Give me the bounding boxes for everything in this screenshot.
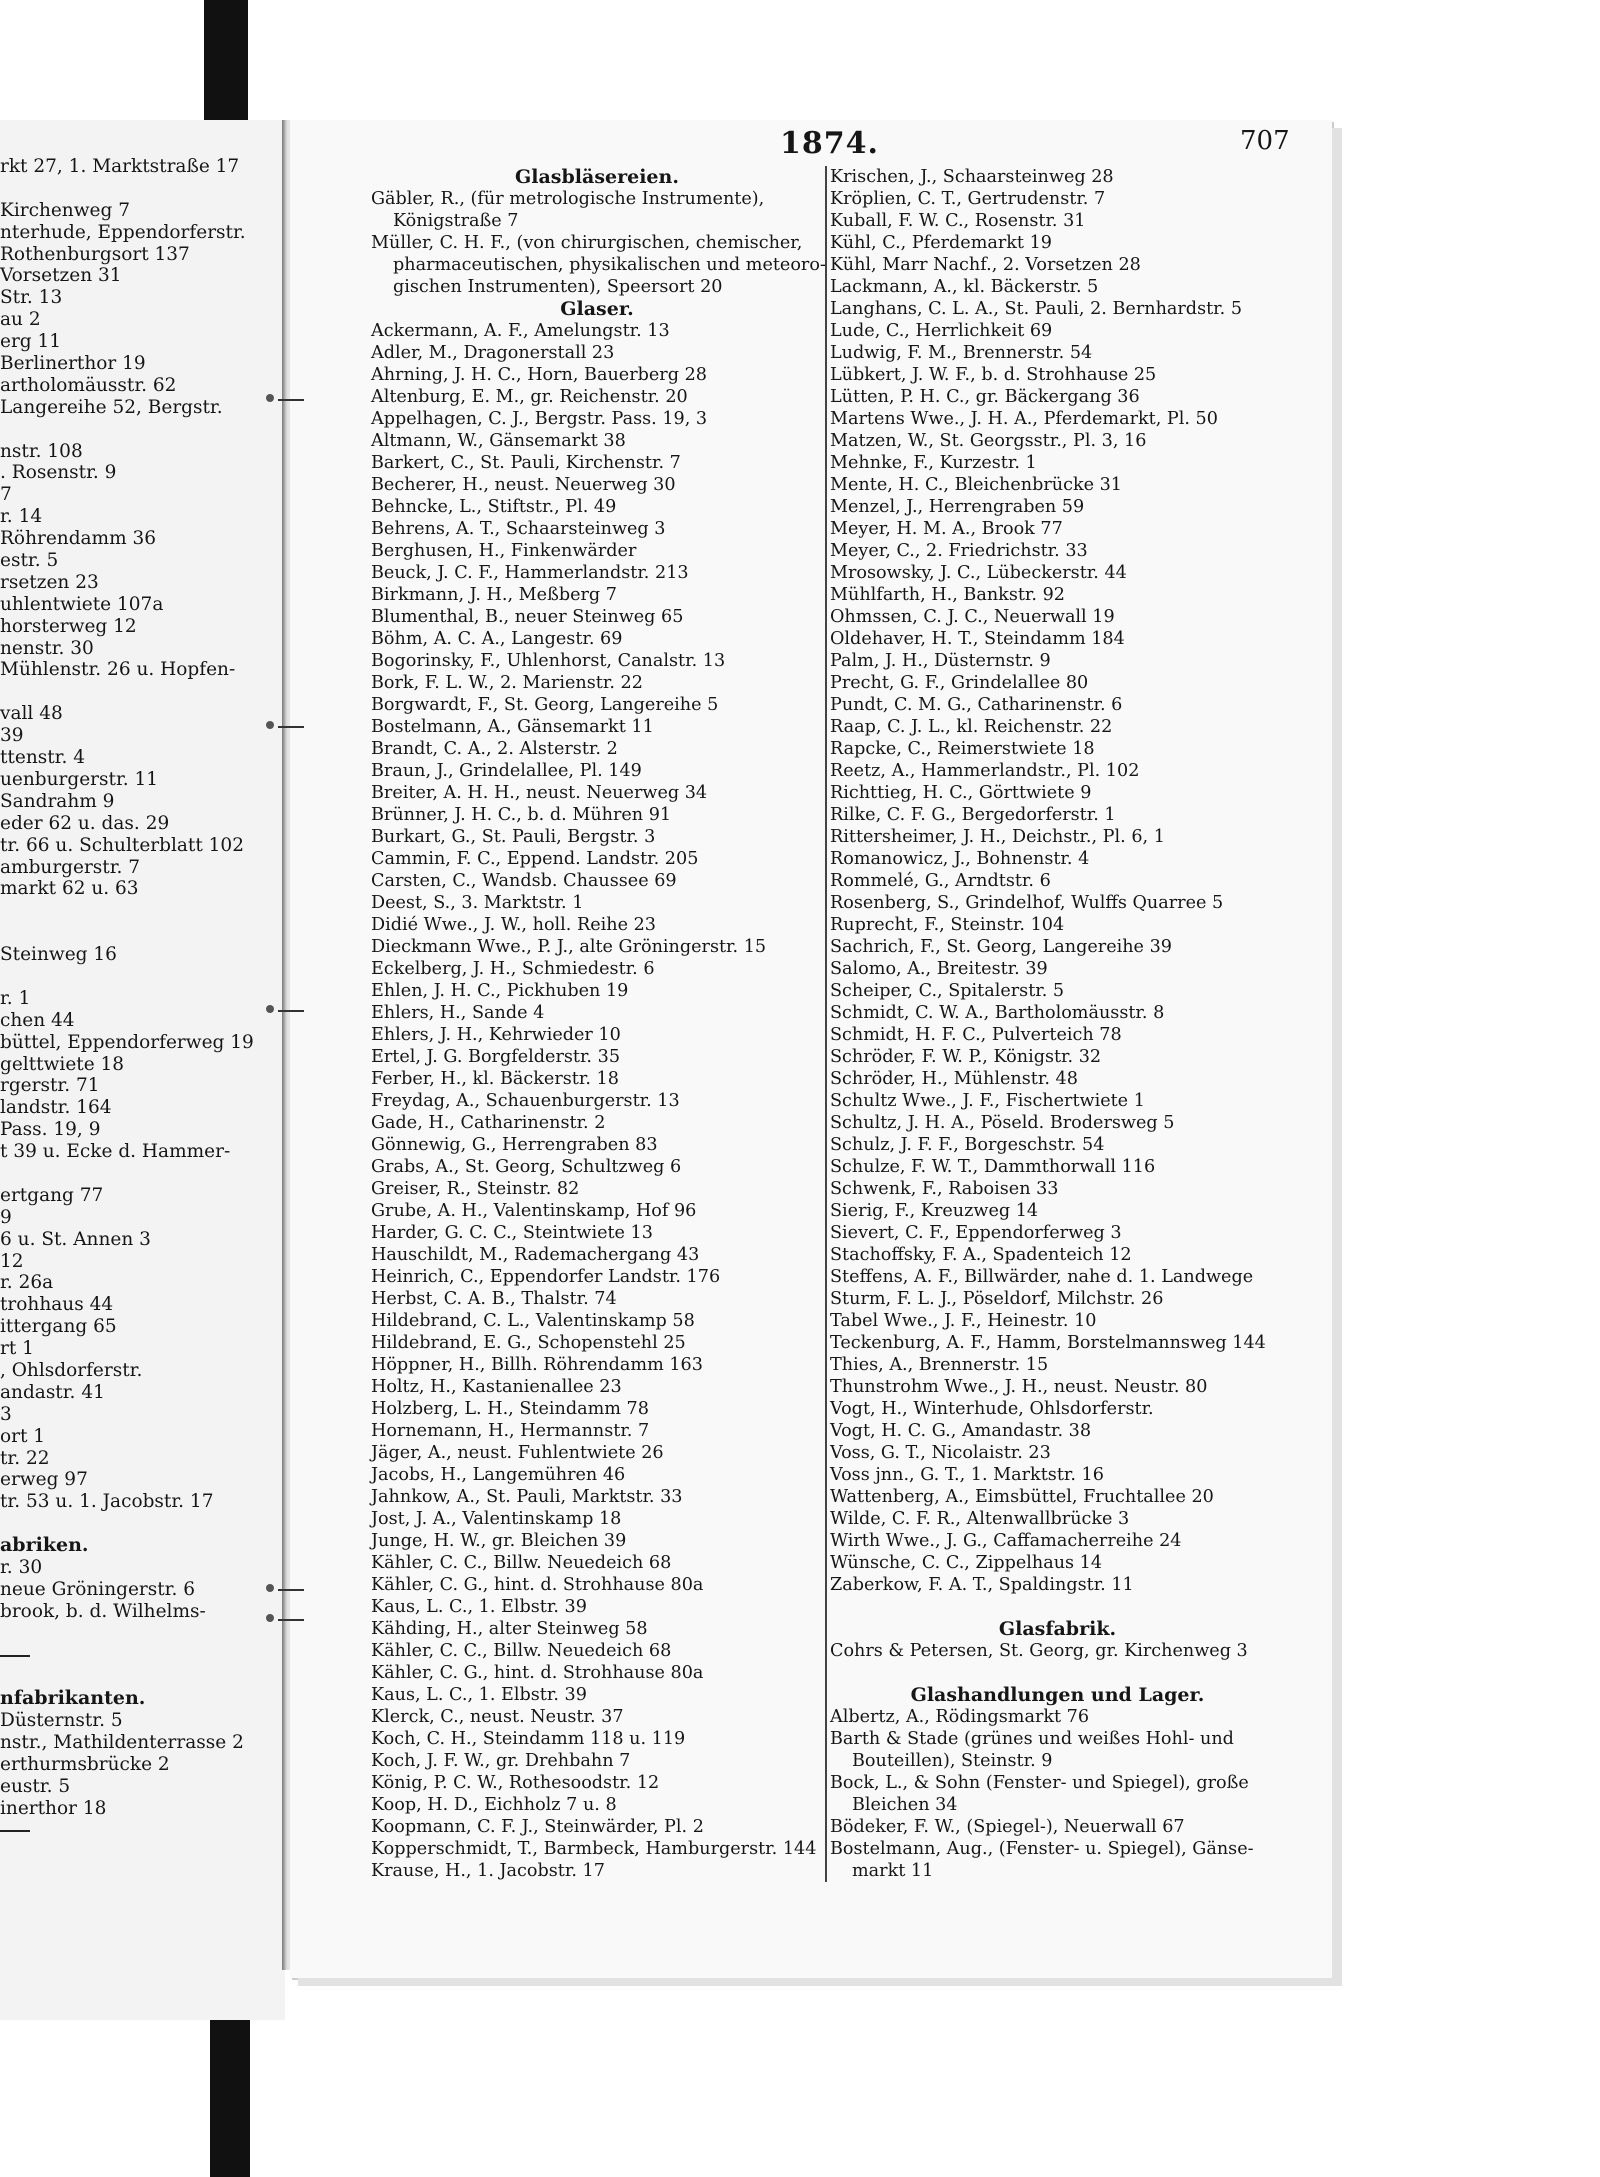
directory-entry: Str. 13	[0, 287, 63, 309]
directory-entry: Steinweg 16	[0, 944, 117, 966]
directory-entry: Jacobs, H., Langemühren 46	[371, 1465, 626, 1485]
page-number: 707	[1240, 126, 1290, 156]
directory-entry: 12	[0, 1250, 24, 1272]
directory-entry: Koop, H. D., Eichholz 7 u. 8	[371, 1795, 617, 1815]
binding-strip-top	[204, 0, 248, 135]
margin-tick-mark	[262, 1613, 304, 1627]
directory-entry: Kaus, L. C., 1. Elbstr. 39	[371, 1685, 587, 1705]
directory-entry: chen 44	[0, 1009, 75, 1031]
directory-entry: uhlentwiete 107a	[0, 593, 164, 615]
blank-line	[0, 178, 260, 200]
margin-tick-mark	[262, 1583, 304, 1597]
directory-entry: Ehlen, J. H. C., Pickhuben 19	[371, 981, 629, 1001]
directory-entry: Raap, C. J. L., kl. Reichenstr. 22	[830, 717, 1113, 737]
directory-entry: Braun, J., Grindelallee, Pl. 149	[371, 761, 642, 781]
directory-entry: Krause, H., 1. Jacobstr. 17	[371, 1861, 605, 1881]
directory-entry: 39	[0, 725, 24, 747]
directory-entry: Martens Wwe., J. H. A., Pferdemarkt, Pl. 50	[830, 409, 1218, 429]
directory-entry: Ackermann, A. F., Amelungstr. 13	[371, 321, 670, 341]
directory-entry: t 39 u. Ecke d. Hammer-	[0, 1141, 231, 1163]
directory-entry: Kühl, C., Pferdemarkt 19	[830, 233, 1052, 253]
directory-entry: Palm, J. H., Düsternstr. 9	[830, 651, 1051, 671]
directory-entry: Grabs, A., St. Georg, Schultzweg 6	[371, 1157, 682, 1177]
directory-entry: brook, b. d. Wilhelms-	[0, 1600, 206, 1622]
directory-entry: Krischen, J., Schaarsteinweg 28	[830, 167, 1114, 187]
blank-line	[0, 1163, 260, 1185]
directory-entry: Behrens, A. T., Schaarsteinweg 3	[371, 519, 666, 539]
directory-entry: andastr. 41	[0, 1381, 105, 1403]
directory-entry: gelttwiete 18	[0, 1053, 125, 1075]
directory-entry: Meyer, C., 2. Friedrichstr. 33	[830, 541, 1088, 561]
directory-entry: Carsten, C., Wandsb. Chaussee 69	[371, 871, 677, 891]
directory-entry: Adler, M., Dragonerstall 23	[371, 343, 615, 363]
section-heading: Glasfabrik.	[998, 1618, 1117, 1640]
directory-entry: Reetz, A., Hammerlandstr., Pl. 102	[830, 761, 1140, 781]
section-heading: Glaser.	[560, 298, 634, 320]
directory-entry: büttel, Eppendorferweg 19	[0, 1031, 254, 1053]
directory-entry: Schultz, J. H. A., Pöseld. Brodersweg 5	[830, 1113, 1175, 1133]
directory-entry: Altenburg, E. M., gr. Reichenstr. 20	[371, 387, 688, 407]
directory-entry: vall 48	[0, 703, 63, 725]
directory-entry: Freydag, A., Schauenburgerstr. 13	[371, 1091, 680, 1111]
directory-entry: Kopperschmidt, T., Barmbeck, Hamburgerstr. 144	[371, 1839, 817, 1859]
directory-entry: Kähding, H., alter Steinweg 58	[371, 1619, 648, 1639]
directory-entry: Klerck, C., neust. Neustr. 37	[371, 1707, 624, 1727]
blank-line	[830, 1662, 1285, 1684]
directory-entry: erg 11	[0, 331, 62, 353]
directory-entry: Böhm, A. C. A., Langestr. 69	[371, 629, 623, 649]
directory-entry: artholomäusstr. 62	[0, 374, 177, 396]
directory-entry: rsetzen 23	[0, 571, 99, 593]
directory-entry: Cammin, F. C., Eppend. Landstr. 205	[371, 849, 699, 869]
directory-entry: Mühlenstr. 26 u. Hopfen-	[0, 659, 236, 681]
directory-entry: Barth & Stade (grünes und weißes Hohl- und	[830, 1729, 1234, 1749]
section-rule	[0, 1645, 260, 1667]
directory-entry: Sandrahm 9	[0, 790, 115, 812]
directory-entry: Kähler, C. C., Billw. Neuedeich 68	[371, 1641, 672, 1661]
directory-entry: au 2	[0, 309, 41, 331]
directory-entry: Gönnewig, G., Herrengraben 83	[371, 1135, 658, 1155]
directory-entry: Rothenburgsort 137	[0, 243, 190, 265]
directory-entry: Kuball, F. W. C., Rosenstr. 31	[830, 211, 1086, 231]
directory-entry: Lackmann, A., kl. Bäckerstr. 5	[830, 277, 1099, 297]
directory-entry: Düsternstr. 5	[0, 1710, 123, 1732]
blank-line	[0, 1623, 260, 1645]
directory-entry: Bogorinsky, F., Uhlenhorst, Canalstr. 13	[371, 651, 726, 671]
directory-entry: rt 1	[0, 1338, 34, 1360]
directory-entry: Mente, H. C., Bleichenbrücke 31	[830, 475, 1122, 495]
directory-entry: Kähler, C. C., Billw. Neuedeich 68	[371, 1553, 672, 1573]
directory-entry: Gäbler, R., (für metrologische Instrumente),	[371, 189, 765, 209]
directory-entry: Birkmann, J. H., Meßberg 7	[371, 585, 617, 605]
directory-entry: tr. 66 u. Schulterblatt 102	[0, 834, 244, 856]
directory-entry: Junge, H. W., gr. Bleichen 39	[371, 1531, 627, 1551]
directory-entry: Rittersheimer, J. H., Deichstr., Pl. 6, 1	[830, 827, 1165, 847]
directory-entry: Appelhagen, C. J., Bergstr. Pass. 19, 3	[371, 409, 708, 429]
directory-entry: landstr. 164	[0, 1097, 112, 1119]
directory-entry: tr. 53 u. 1. Jacobstr. 17	[0, 1491, 214, 1513]
page-shadow-bottom	[298, 1978, 1342, 1986]
directory-entry: uenburgerstr. 11	[0, 768, 159, 790]
directory-entry: Ludwig, F. M., Brennerstr. 54	[830, 343, 1093, 363]
blank-line	[0, 1513, 260, 1535]
directory-entry: Jäger, A., neust. Fuhlentwiete 26	[371, 1443, 664, 1463]
directory-entry: Berlinerthor 19	[0, 353, 146, 375]
directory-entry: Sievert, C. F., Eppendorferweg 3	[830, 1223, 1122, 1243]
directory-entry: , Ohlsdorferstr.	[0, 1359, 143, 1381]
directory-entry: Eckelberg, J. H., Schmiedestr. 6	[371, 959, 655, 979]
directory-entry: Hildebrand, C. L., Valentinskamp 58	[371, 1311, 695, 1331]
directory-entry: 9	[0, 1206, 12, 1228]
directory-entry: r. 26a	[0, 1272, 54, 1294]
directory-entry: markt 62 u. 63	[0, 878, 139, 900]
directory-entry: Pass. 19, 9	[0, 1119, 101, 1141]
directory-entry: gischen Instrumenten), Speersort 20	[393, 277, 723, 297]
left-page-fragment	[0, 120, 285, 2020]
section-heading: Glasbläsereien.	[515, 166, 679, 188]
directory-entry: Gade, H., Catharinenstr. 2	[371, 1113, 606, 1133]
directory-entry: Schulz, J. F. F., Borgeschstr. 54	[830, 1135, 1105, 1155]
directory-entry: Herbst, C. A. B., Thalstr. 74	[371, 1289, 617, 1309]
directory-entry: r. 30	[0, 1557, 43, 1578]
directory-entry: Ruprecht, F., Steinstr. 104	[830, 915, 1065, 935]
directory-entry: Tabel Wwe., J. F., Heinestr. 10	[830, 1311, 1097, 1331]
directory-entry: Vogt, H., Winterhude, Ohlsdorferstr.	[830, 1399, 1154, 1419]
directory-entry: Stachoffsky, F. A., Spadenteich 12	[830, 1245, 1132, 1265]
directory-entry: Matzen, W., St. Georgsstr., Pl. 3, 16	[830, 431, 1147, 451]
directory-entry: Berghusen, H., Finkenwärder	[371, 541, 637, 561]
directory-entry: Bödeker, F. W., (Spiegel-), Neuerwall 67	[830, 1817, 1185, 1837]
directory-entry: Heinrich, C., Eppendorfer Landstr. 176	[371, 1267, 721, 1287]
directory-entry: Schwenk, F., Raboisen 33	[830, 1179, 1059, 1199]
blank-line	[0, 681, 260, 703]
blank-line	[0, 419, 260, 441]
directory-entry: erweg 97	[0, 1469, 88, 1491]
directory-entry: Schröder, F. W. P., Königstr. 32	[830, 1047, 1102, 1067]
directory-entry: Salomo, A., Breitestr. 39	[830, 959, 1048, 979]
directory-entry: Rommelé, G., Arndtstr. 6	[830, 871, 1051, 891]
directory-entry: Barkert, C., St. Pauli, Kirchenstr. 7	[371, 453, 681, 473]
directory-entry: Bostelmann, Aug., (Fenster- u. Spiegel), Gänse-	[830, 1839, 1254, 1859]
directory-entry: Voss, G. T., Nicolaistr. 23	[830, 1443, 1051, 1463]
directory-entry: Richttieg, H. C., Görttwiete 9	[830, 783, 1092, 803]
directory-entry: Schröder, H., Mühlenstr. 48	[830, 1069, 1078, 1089]
directory-entry: Mrosowsky, J. C., Lübeckerstr. 44	[830, 563, 1127, 583]
directory-entry: pharmaceutischen, physikalischen und meteoro-	[393, 255, 826, 275]
directory-entry: Beuck, J. C. F., Hammerlandstr. 213	[371, 563, 689, 583]
directory-entry: Vorsetzen 31	[0, 265, 122, 287]
directory-entry: Meyer, H. M. A., Brook 77	[830, 519, 1063, 539]
directory-entry: ertgang 77	[0, 1184, 104, 1206]
directory-entry: Kröplien, C. T., Gertrudenstr. 7	[830, 189, 1106, 209]
directory-entry: Breiter, A. H. H., neust. Neuerweg 34	[371, 783, 708, 803]
directory-entry: Rapcke, C., Reimerstwiete 18	[830, 739, 1095, 759]
directory-entry: ittergang 65	[0, 1316, 117, 1338]
directory-entry: Röhrendamm 36	[0, 528, 157, 550]
margin-tick-mark	[262, 720, 304, 734]
directory-entry: Ferber, H., kl. Bäckerstr. 18	[371, 1069, 619, 1089]
directory-entry: Voss jnn., G. T., 1. Marktstr. 16	[830, 1465, 1104, 1485]
directory-entry: Bock, L., & Sohn (Fenster- und Spiegel), große	[830, 1773, 1249, 1793]
section-heading: Glashandlungen und Lager.	[910, 1684, 1205, 1706]
directory-entry: ort 1	[0, 1425, 46, 1447]
directory-entry: Kähler, C. G., hint. d. Strohhause 80a	[371, 1663, 704, 1683]
directory-entry: Becherer, H., neust. Neuerweg 30	[371, 475, 676, 495]
directory-entry: Borgwardt, F., St. Georg, Langereihe 5	[371, 695, 719, 715]
directory-entry: Burkart, G., St. Pauli, Bergstr. 3	[371, 827, 656, 847]
directory-entry: Ehlers, H., Sande 4	[371, 1003, 545, 1023]
directory-entry: neue Gröningerstr. 6	[0, 1578, 196, 1600]
directory-entry: Vogt, H. C. G., Amandastr. 38	[830, 1421, 1092, 1441]
page-year: 1874.	[780, 126, 879, 161]
directory-entry: Sturm, F. L. J., Pöseldorf, Milchstr. 26	[830, 1289, 1164, 1309]
directory-entry: Scheiper, C., Spitalerstr. 5	[830, 981, 1065, 1001]
directory-entry: Bleichen 34	[852, 1795, 958, 1815]
directory-entry: r. 1	[0, 987, 31, 1009]
directory-entry: nstr., Mathildenterrasse 2	[0, 1732, 244, 1754]
directory-column-right	[825, 166, 1285, 1882]
directory-entry: trohhaus 44	[0, 1294, 114, 1316]
directory-entry: Koch, C. H., Steindamm 118 u. 119	[371, 1729, 686, 1749]
directory-entry: Höppner, H., Billh. Röhrendamm 163	[371, 1355, 703, 1375]
directory-entry: Kaus, L. C., 1. Elbstr. 39	[371, 1597, 587, 1617]
directory-entry: Lübkert, J. W. F., b. d. Strohhause 25	[830, 365, 1157, 385]
directory-entry: horsterweg 12	[0, 615, 137, 637]
directory-entry: tr. 22	[0, 1447, 50, 1469]
directory-entry: Menzel, J., Herrengraben 59	[830, 497, 1085, 517]
directory-entry: Wilde, C. F. R., Altenwallbrücke 3	[830, 1509, 1130, 1529]
directory-entry: Brandt, C. A., 2. Alsterstr. 2	[371, 739, 618, 759]
directory-entry: Rilke, C. F. G., Bergedorferstr. 1	[830, 805, 1116, 825]
directory-entry: Steffens, A. F., Billwärder, nahe d. 1. Landwege	[830, 1267, 1254, 1287]
directory-entry: Hauschildt, M., Rademachergang 43	[371, 1245, 700, 1265]
directory-entry: Schmidt, H. F. C., Pulverteich 78	[830, 1025, 1122, 1045]
directory-entry: 3	[0, 1403, 12, 1425]
directory-entry: Jahnkow, A., St. Pauli, Marktstr. 33	[371, 1487, 683, 1507]
directory-entry: Albertz, A., Rödingsmarkt 76	[830, 1707, 1090, 1727]
directory-entry: erthurmsbrücke 2	[0, 1754, 170, 1776]
directory-entry: Sachrich, F., St. Georg, Langereihe 39	[830, 937, 1172, 957]
directory-entry: nstr. 108	[0, 440, 83, 462]
directory-entry: Kähler, C. G., hint. d. Strohhause 80a	[371, 1575, 704, 1595]
margin-tick-mark	[262, 393, 304, 407]
directory-entry: Greiser, R., Steinstr. 82	[371, 1179, 580, 1199]
directory-entry: Koopmann, C. F. J., Steinwärder, Pl. 2	[371, 1817, 704, 1837]
directory-entry: Ohmssen, C. J. C., Neuerwall 19	[830, 607, 1115, 627]
directory-entry: 6 u. St. Annen 3	[0, 1228, 151, 1250]
directory-entry: Schmidt, C. W. A., Bartholomäusstr. 8	[830, 1003, 1165, 1023]
directory-entry: Brünner, J. H. C., b. d. Mühren 91	[371, 805, 672, 825]
directory-entry: rkt 27, 1. Marktstraße 17	[0, 156, 240, 177]
directory-entry: Zaberkow, F. A. T., Spaldingstr. 11	[830, 1575, 1134, 1595]
directory-entry: Blumenthal, B., neuer Steinweg 65	[371, 607, 684, 627]
blank-line	[0, 1667, 260, 1689]
directory-entry: Wünsche, C. C., Zippelhaus 14	[830, 1553, 1103, 1573]
directory-entry: Romanowicz, J., Bohnenstr. 4	[830, 849, 1090, 869]
directory-entry: Thies, A., Brennerstr. 15	[830, 1355, 1049, 1375]
directory-entry: markt 11	[852, 1861, 934, 1881]
directory-entry: Schultz Wwe., J. F., Fischertwiete 1	[830, 1091, 1145, 1111]
section-rule	[0, 1820, 260, 1842]
directory-entry: Müller, C. H. F., (von chirurgischen, chemischer,	[371, 233, 803, 253]
directory-entry: rgerstr. 71	[0, 1075, 100, 1097]
directory-entry: Altmann, W., Gänsemarkt 38	[371, 431, 626, 451]
directory-entry: nterhude, Eppendorferstr.	[0, 221, 246, 243]
directory-entry: r. 14	[0, 506, 43, 528]
directory-entry: Königstraße 7	[393, 211, 519, 231]
directory-entry: Behncke, L., Stiftstr., Pl. 49	[371, 497, 617, 517]
directory-entry: nenstr. 30	[0, 637, 94, 659]
directory-entry: Langhans, C. L. A., St. Pauli, 2. Bernhardstr. 5	[830, 299, 1243, 319]
directory-entry: Grube, A. H., Valentinskamp, Hof 96	[371, 1201, 697, 1221]
directory-entry: Thunstrohm Wwe., J. H., neust. Neustr. 80	[830, 1377, 1208, 1397]
directory-entry: Precht, G. F., Grindelallee 80	[830, 673, 1089, 693]
directory-entry: Kühl, Marr Nachf., 2. Vorsetzen 28	[830, 255, 1141, 275]
section-heading: abriken.	[0, 1534, 89, 1557]
directory-entry: Kirchenweg 7	[0, 199, 130, 221]
directory-entry: Bork, F. L. W., 2. Marienstr. 22	[371, 673, 643, 693]
directory-entry: Rosenberg, S., Grindelhof, Wulffs Quarree 5	[830, 893, 1224, 913]
directory-entry: Koch, J. F. W., gr. Drehbahn 7	[371, 1751, 631, 1771]
directory-entry: Holtz, H., Kastanienallee 23	[371, 1377, 622, 1397]
directory-entry: ttenstr. 4	[0, 747, 86, 769]
directory-entry: . Rosenstr. 9	[0, 462, 117, 484]
directory-entry: Mehnke, F., Kurzestr. 1	[830, 453, 1037, 473]
directory-entry: Teckenburg, A. F., Hamm, Borstelmannsweg 144	[830, 1333, 1266, 1353]
section-heading: nfabrikanten.	[0, 1687, 146, 1710]
directory-entry: 7	[0, 484, 12, 506]
blank-line	[830, 1596, 1285, 1618]
directory-entry: estr. 5	[0, 550, 59, 572]
directory-entry: Wattenberg, A., Eimsbüttel, Fruchtallee 20	[830, 1487, 1214, 1507]
directory-entry: Schulze, F. W. T., Dammthorwall 116	[830, 1157, 1156, 1177]
blank-line	[0, 922, 260, 944]
directory-entry: Dieckmann Wwe., P. J., alte Gröningerstr. 15	[371, 937, 767, 957]
directory-entry: inerthor 18	[0, 1797, 107, 1819]
directory-entry: Jost, J. A., Valentinskamp 18	[371, 1509, 622, 1529]
directory-entry: Bostelmann, A., Gänsemarkt 11	[371, 717, 654, 737]
directory-entry: Hornemann, H., Hermannstr. 7	[371, 1421, 650, 1441]
directory-entry: Hildebrand, E. G., Schopenstehl 25	[371, 1333, 686, 1353]
directory-entry: Lude, C., Herrlichkeit 69	[830, 321, 1053, 341]
directory-entry: Deest, S., 3. Marktstr. 1	[371, 893, 584, 913]
directory-entry: König, P. C. W., Rothesoodstr. 12	[371, 1773, 660, 1793]
page-shadow-right	[1332, 128, 1342, 1978]
directory-column-left	[371, 166, 826, 1882]
directory-entry: Ertel, J. G. Borgfelderstr. 35	[371, 1047, 621, 1067]
directory-entry: Holzberg, L. H., Steindamm 78	[371, 1399, 649, 1419]
directory-entry: Langereihe 52, Bergstr.	[0, 396, 223, 418]
directory-entry: Bouteillen), Steinstr. 9	[852, 1751, 1053, 1771]
directory-entry: Harder, G. C. C., Steintwiete 13	[371, 1223, 653, 1243]
directory-entry: Oldehaver, H. T., Steindamm 184	[830, 629, 1125, 649]
directory-entry: Wirth Wwe., J. G., Caffamacherreihe 24	[830, 1531, 1182, 1551]
blank-line	[0, 900, 260, 922]
left-page-lines	[0, 156, 260, 1842]
margin-tick-mark	[262, 1004, 304, 1018]
directory-entry: Ahrning, J. H. C., Horn, Bauerberg 28	[371, 365, 707, 385]
directory-entry: Cohrs & Petersen, St. Georg, gr. Kirchenweg 3	[830, 1641, 1248, 1661]
directory-entry: Mühlfarth, H., Bankstr. 92	[830, 585, 1065, 605]
directory-entry: Sierig, F., Kreuzweg 14	[830, 1201, 1039, 1221]
directory-entry: eustr. 5	[0, 1776, 71, 1798]
directory-entry: Didié Wwe., J. W., holl. Reihe 23	[371, 915, 656, 935]
directory-entry: Lütten, P. H. C., gr. Bäckergang 36	[830, 387, 1140, 407]
directory-entry: Pundt, C. M. G., Catharinenstr. 6	[830, 695, 1123, 715]
directory-entry: eder 62 u. das. 29	[0, 812, 170, 834]
directory-entry: Ehlers, J. H., Kehrwieder 10	[371, 1025, 621, 1045]
directory-entry: amburgerstr. 7	[0, 856, 141, 878]
blank-line	[0, 966, 260, 988]
